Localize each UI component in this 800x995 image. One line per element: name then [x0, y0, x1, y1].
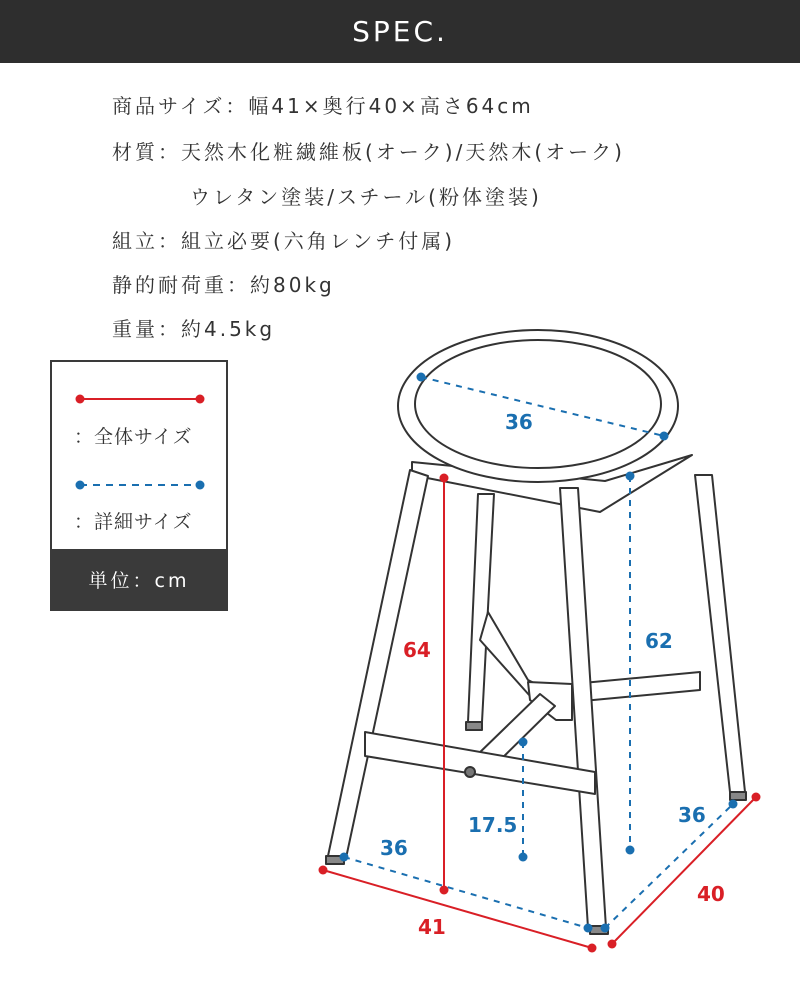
legend-overall-label: ：全体サイズ: [74, 426, 193, 448]
stool-footrest-front-bar: [365, 732, 595, 794]
stool-bolt: [465, 767, 475, 777]
spec-material-line1: 材質：天然木化粧繊維板(オーク)/天然木(オーク): [112, 140, 625, 164]
legend-unit-label: 単位：cm: [88, 569, 190, 592]
label-overall-depth: 40: [697, 882, 725, 906]
label-base-depth: 36: [678, 803, 706, 827]
label-overall-height: 64: [403, 638, 431, 662]
spec-size: 商品サイズ：幅41×奥行40×高さ64cm: [112, 94, 534, 118]
stool-back-left-leg: [468, 494, 494, 722]
dim-line-base-depth: [605, 804, 733, 928]
spec-weight: 重量：約4.5kg: [112, 317, 276, 341]
dim-line-overall-width: [323, 870, 592, 948]
dim-line-base-width: [344, 857, 588, 928]
stool-seat-inner: [415, 340, 661, 468]
stool-front-left-leg: [328, 470, 428, 858]
spec-material-line2: ウレタン塗装/スチール(粉体塗装): [190, 185, 542, 209]
legend-detail-label: ：詳細サイズ: [74, 511, 193, 533]
label-seat-height: 62: [645, 629, 673, 653]
stool-back-right-foot: [730, 792, 746, 800]
stool-back-left-foot: [466, 722, 482, 730]
label-overall-width: 41: [418, 915, 446, 939]
label-footrest-height: 17.5: [468, 813, 518, 837]
stool-back-right-leg: [695, 475, 745, 792]
label-base-width: 36: [380, 836, 408, 860]
header-title: SPEC.: [352, 15, 448, 48]
spec-assembly: 組立：組立必要(六角レンチ付属): [112, 229, 456, 253]
spec-static-load: 静的耐荷重：約80kg: [112, 273, 335, 297]
label-seat-diameter: 36: [505, 410, 533, 434]
